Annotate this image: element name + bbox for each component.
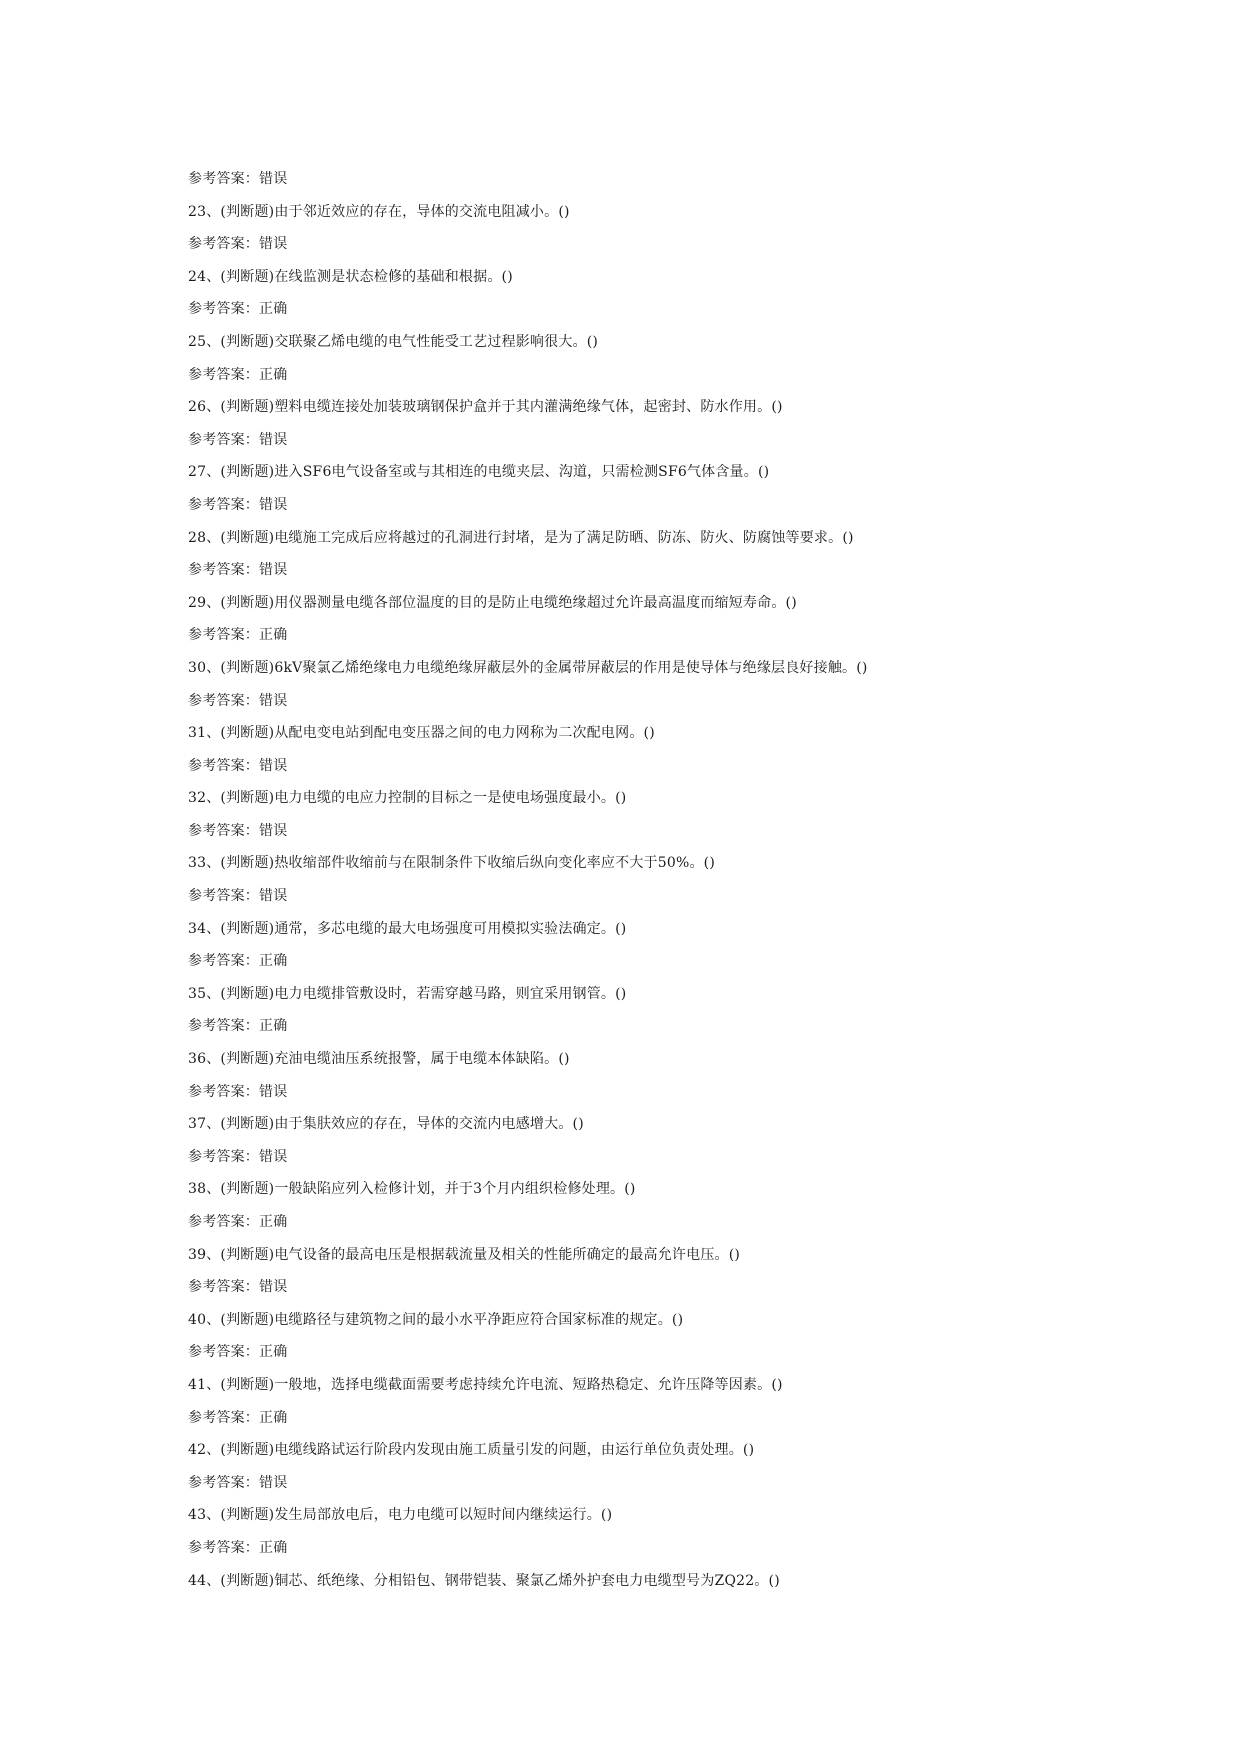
answer-line: 参考答案：正确: [188, 627, 288, 644]
answer-line: 参考答案：正确: [188, 301, 288, 318]
question-line: 26、(判断题)塑料电缆连接处加装玻璃钢保护盒并于其内灌满绝缘气体，起密封、防水作用。(): [188, 399, 783, 416]
answer-line: 参考答案：错误: [188, 822, 288, 839]
question-line: 24、(判断题)在线监测是状态检修的基础和根据。(): [188, 268, 513, 285]
question-line: 30、(判断题)6kV聚氯乙烯绝缘电力电缆绝缘屏蔽层外的金属带屏蔽层的作用是使导体与绝缘层良好接触。(): [188, 659, 868, 676]
question-line: 39、(判断题)电气设备的最高电压是根据载流量及相关的性能所确定的最高允许电压。(): [188, 1246, 741, 1263]
question-line: 41、(判断题)一般地，选择电缆截面需要考虑持续允许电流、短路热稳定、允许压降等因素。(): [188, 1376, 783, 1393]
answer-line: 参考答案：正确: [188, 366, 288, 383]
answer-line: 参考答案：错误: [188, 431, 288, 448]
question-line: 23、(判断题)由于邻近效应的存在，导体的交流电阻减小。(): [188, 203, 570, 220]
question-line: 28、(判断题)电缆施工完成后应将越过的孔洞进行封堵，是为了满足防晒、防冻、防火、防腐蚀等要求。(): [188, 529, 854, 546]
answer-line: 参考答案：错误: [188, 1148, 288, 1165]
answer-line: 参考答案：错误: [188, 692, 288, 709]
answer-line: 参考答案：错误: [188, 496, 288, 513]
answer-line: 参考答案：错误: [188, 1279, 288, 1296]
question-line: 32、(判断题)电力电缆的电应力控制的目标之一是使电场强度最小。(): [188, 790, 627, 807]
answer-line: 参考答案：正确: [188, 1344, 288, 1361]
answer-line: 参考答案：错误: [188, 1083, 288, 1100]
answer-line: 参考答案：错误: [188, 1474, 288, 1491]
question-line: 27、(判断题)进入SF6电气设备室或与其相连的电缆夹层、沟道，只需检测SF6气体含量。(): [188, 464, 770, 481]
question-line: 36、(判断题)充油电缆油压系统报警，属于电缆本体缺陷。(): [188, 1051, 570, 1068]
question-line: 44、(判断题)铜芯、纸绝缘、分相铅包、钢带铠装、聚氯乙烯外护套电力电缆型号为ZQ22。(): [188, 1572, 780, 1589]
answer-line: 参考答案：错误: [188, 562, 288, 579]
question-line: 31、(判断题)从配电变电站到配电变压器之间的电力网称为二次配电网。(): [188, 725, 655, 742]
question-line: 29、(判断题)用仪器测量电缆各部位温度的目的是防止电缆绝缘超过允许最高温度而缩短寿命。(): [188, 594, 797, 611]
question-line: 25、(判断题)交联聚乙烯电缆的电气性能受工艺过程影响很大。(): [188, 333, 599, 350]
question-line: 37、(判断题)由于集肤效应的存在，导体的交流内电感增大。(): [188, 1116, 584, 1133]
question-line: 38、(判断题)一般缺陷应列入检修计划，并于3个月内组织检修处理。(): [188, 1181, 636, 1198]
answer-line: 参考答案：正确: [188, 1214, 288, 1230]
question-line: 35、(判断题)电力电缆排管敷设时，若需穿越马路，则宜采用钢管。(): [188, 985, 627, 1002]
answer-line: 参考答案：正确: [188, 1018, 288, 1035]
answer-line: 参考答案：正确: [188, 1539, 288, 1556]
answer-line: 参考答案：错误: [188, 757, 288, 774]
answer-line: 参考答案：错误: [188, 236, 288, 253]
question-line: 42、(判断题)电缆线路试运行阶段内发现由施工质量引发的问题，由运行单位负责处理。(): [188, 1442, 755, 1459]
question-line: 40、(判断题)电缆路径与建筑物之间的最小水平净距应符合国家标准的规定。(): [188, 1311, 684, 1328]
question-line: 43、(判断题)发生局部放电后，电力电缆可以短时间内继续运行。(): [188, 1507, 613, 1524]
answer-line: 参考答案：错误: [188, 888, 288, 905]
answer-line: 参考答案：正确: [188, 953, 288, 970]
document-body: [188, 163, 1188, 1597]
question-line: 34、(判断题)通常，多芯电缆的最大电场强度可用模拟实验法确定。(): [188, 920, 627, 937]
answer-line: 参考答案：错误: [188, 171, 288, 187]
answer-line: 参考答案：正确: [188, 1409, 288, 1426]
question-line: 33、(判断题)热收缩部件收缩前与在限制条件下收缩后纵向变化率应不大于50%。(): [188, 855, 715, 872]
